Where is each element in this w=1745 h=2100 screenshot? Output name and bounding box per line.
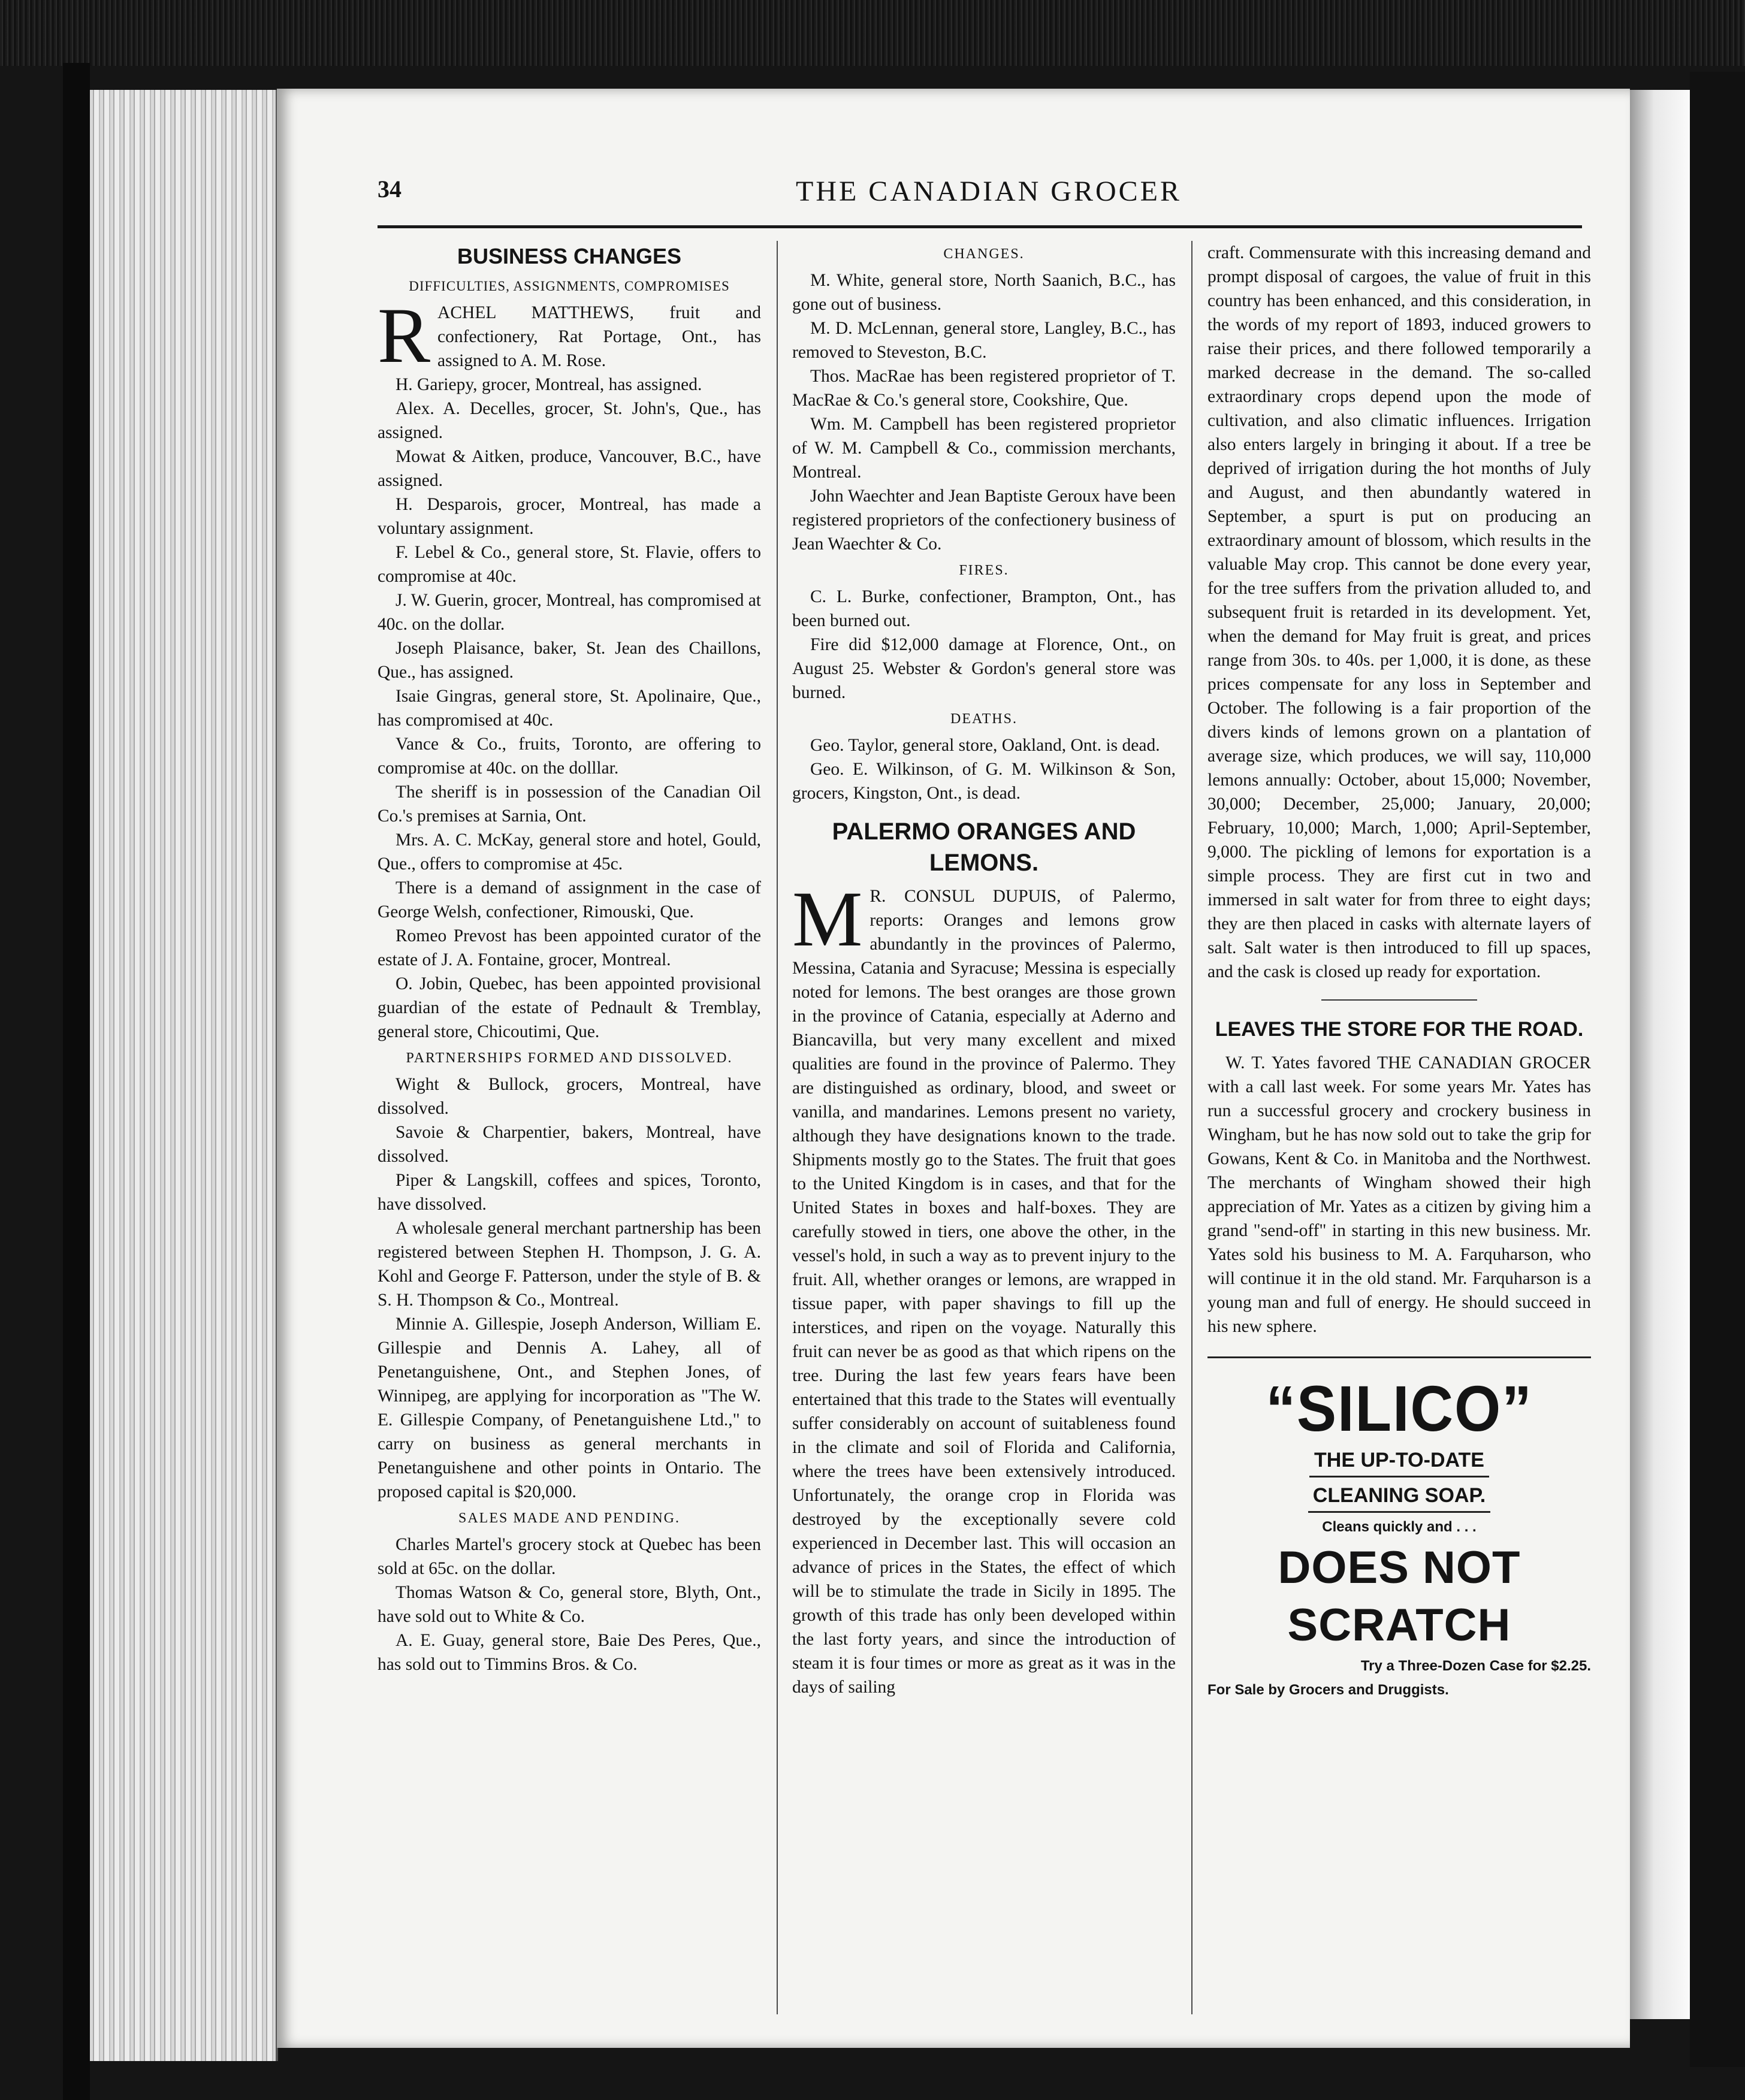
- list-item: Thomas Watson & Co, general store, Blyth, Ont., have sold out to White & Co.: [378, 1583, 761, 1626]
- ad-brand: “SILICO”: [1266, 1372, 1533, 1445]
- scan-top-noise: [0, 0, 1745, 66]
- list-item: J. W. Guerin, grocer, Montreal, has compromised at 40c. on the dollar.: [378, 591, 761, 634]
- assignments-list: [378, 373, 761, 1044]
- section-heading: CHANGES.: [943, 246, 1025, 262]
- silico-advertisement: [1207, 1356, 1591, 1702]
- section-heading: DIFFICULTIES, ASSIGNMENTS, COMPROMISES: [409, 279, 730, 294]
- drop-cap: M: [792, 875, 863, 963]
- list-item: Thos. MacRae has been registered proprietor of T. MacRae & Co.'s general store, Cookshire, Que.: [792, 367, 1176, 410]
- list-item: O. Jobin, Quebec, has been appointed provisional guardian of the estate of Pednault & Tremblay, general store, Chicoutimi, Que.: [378, 974, 761, 1041]
- ad-line-2: CLEANING SOAP.: [1308, 1482, 1490, 1513]
- list-item: F. Lebel & Co., general store, St. Flavie, offers to compromise at 40c.: [378, 543, 761, 586]
- page-edges: [90, 90, 278, 2061]
- list-item: H. Desparois, grocer, Montreal, has made a voluntary assignment.: [378, 495, 761, 538]
- road-title: LEAVES THE STORE FOR THE ROAD.: [1215, 1018, 1584, 1041]
- ad-line-1: THE UP-TO-DATE: [1309, 1447, 1489, 1477]
- list-item: Geo. E. Wilkinson, of G. M. Wilkinson & Son, grocers, Kingston, Ont., is dead.: [792, 760, 1176, 803]
- list-item: Wight & Bullock, grocers, Montreal, have dissolved.: [378, 1075, 761, 1118]
- section-heading: FIRES.: [959, 563, 1009, 578]
- header-rule: [378, 225, 1582, 228]
- list-item: C. L. Burke, confectioner, Brampton, Ont., has been burned out.: [792, 587, 1176, 630]
- list-item: The sheriff is in possession of the Canadian Oil Co.'s premises at Sarnia, Ont.: [378, 782, 761, 826]
- list-item: Isaie Gingras, general store, St. Apolinaire, Que., has compromised at 40c.: [378, 687, 761, 730]
- column-rule: [1191, 241, 1192, 2014]
- list-item: Savoie & Charpentier, bakers, Montreal, have dissolved.: [378, 1123, 761, 1166]
- facing-page-edge: [1630, 90, 1690, 2019]
- list-item: M. White, general store, North Saanich, B.C., has gone out of business.: [792, 271, 1176, 314]
- section-heading: PARTNERSHIPS FORMED AND DISSOLVED.: [406, 1050, 733, 1066]
- drop-cap: R: [378, 291, 431, 379]
- palermo-title: PALERMO ORANGES AND LEMONS.: [832, 818, 1136, 876]
- business-changes-title: BUSINESS CHANGES: [457, 244, 682, 268]
- list-item: John Waechter and Jean Baptiste Geroux have been registered proprietors of the confectionery business of Jean Waechter & Co.: [792, 487, 1176, 554]
- road-article: W. T. Yates favored THE CANADIAN GROCER with a call last week. For some years Mr. Yates has run a successful grocery and crockery business in Wingham, but he has now sold out to take the grip for Gowans, Kent & Co. in Manitoba and the Northwest. The merchants of Wingham showed their high appreciation of Mr. Yates as a citizen by giving him a grand "send-off" in starting in this new business. Mr. Yates sold his business to M. A. Farquharson, who will continue it in the old stand. Mr. Farquharson is a young man and full of energy. He should succeed in his new sphere.: [1207, 1053, 1591, 1336]
- column-rule: [777, 241, 778, 2014]
- ad-offer: Try a Three-Dozen Case for $2.25.: [1360, 1658, 1591, 1674]
- divider: [1321, 999, 1477, 1001]
- palermo-article: M R. CONSUL DUPUIS, of Palermo, reports: Oranges and lemons grow abundantly in the provinces of Palermo, Messina, Catania and Syracuse; Messina is especially noted for lemons. The best oranges are those grown in the province of Catania, especially at Aderno and Biancavilla, but very many excellent and mixed qualities are found in the province of Palermo. They are distinguished as ordinary, blood, and sweet or vanilla, and mandarines. Lemons present no variety, although they have designations known to the trade. Shipments mostly go to the States. The fruit that goes to the United Kingdom is in cases, and that for the United States in boxes and half-boxes. They are carefully stowed in tiers, one above the other, in the vessel's hold, in such a way as to prevent injury to the fruit. All, whether oranges or lemons, are wrapped in tissue paper, with paper shavings to fill up the interstices, and ripen on the voyage. Naturally this fruit can never be as good as that which ripens on the tree. During the last few years fears have been entertained that this trade to the States will eventually suffer considerably on account of suitableness found in the climate and soil of Florida and California, where the trees have been extensively introduced. Unfortunately, the orange crop in Florida was destroyed by the exceptionally severe cold experienced in December last. This will occasion an advance of prices in the States, the effect of which will be to stimulate the trade in Sicily in 1895. The growth of this trade has only been developed within the last forty years, and since the introduction of steam it is four times or more as great as it was in the days of sailing: [792, 875, 1176, 1697]
- list-item: Romeo Prevost has been appointed curator of the estate of J. A. Fontaine, grocer, Montreal.: [378, 926, 761, 969]
- sales-list: [378, 1533, 761, 1676]
- list-item: A wholesale general merchant partnership has been registered between Stephen H. Thompson, J. G. A. Kohl and George F. Patterson, under the style of B. & S. H. Thompson & Co., Montreal.: [378, 1219, 761, 1310]
- column-3: [1207, 241, 1591, 1702]
- list-item: Fire did $12,000 damage at Florence, Ont., on August 25. Webster & Gordon's general store was burned.: [792, 635, 1176, 702]
- list-item: Alex. A. Decelles, grocer, St. John's, Que., has assigned.: [378, 399, 761, 442]
- list-item: There is a demand of assignment in the case of George Welsh, confectioner, Rimouski, Que.: [378, 878, 761, 921]
- ad-cleans: Cleans quickly and . . .: [1322, 1519, 1477, 1535]
- column-2: [792, 241, 1176, 1699]
- list-item: Charles Martel's grocery stock at Quebec has been sold at 65c. on the dollar.: [378, 1535, 761, 1578]
- first-item: RACHEL MATTHEWS, fruit and confectionery, Rat Portage, Ont., has assigned to A. M. Rose.: [378, 291, 761, 379]
- running-head: THE CANADIAN GROCER: [796, 176, 1182, 207]
- deaths-list: [792, 733, 1176, 805]
- page-number: 34: [378, 176, 401, 203]
- ad-headline: DOES NOT SCRATCH: [1278, 1542, 1521, 1651]
- list-item: Mowat & Aitken, produce, Vancouver, B.C., have assigned.: [378, 447, 761, 490]
- list-item: Vance & Co., fruits, Toronto, are offering to compromise at 40c. on the dolllar.: [378, 735, 761, 778]
- list-item: Mrs. A. C. McKay, general store and hotel, Gould, Que., offers to compromise at 45c.: [378, 830, 761, 874]
- ad-sale: For Sale by Grocers and Druggists.: [1207, 1682, 1449, 1698]
- list-item: Joseph Plaisance, baker, St. Jean des Chaillons, Que., has assigned.: [378, 639, 761, 682]
- list-item: Geo. Taylor, general store, Oakland, Ont. is dead.: [810, 736, 1160, 755]
- section-heading: DEATHS.: [950, 711, 1018, 727]
- list-item: M. D. McLennan, general store, Langley, B.C., has removed to Steveston, B.C.: [792, 319, 1176, 362]
- list-item: H. Gariepy, grocer, Montreal, has assigned.: [396, 375, 702, 394]
- fires-list: [792, 585, 1176, 705]
- section-heading: SALES MADE AND PENDING.: [458, 1510, 680, 1526]
- column-1: [378, 241, 761, 1676]
- book-binding: [63, 63, 90, 2100]
- palermo-continued: craft. Commensurate with this increasing demand and prompt disposal of cargoes, the value of fruit in this country has been enhanced, and this consideration, in the words of my report of 1893, induced growers to raise their prices, and there followed temporarily a marked decrease in the demand. The so-called extraordinary crops depend upon the mode of cultivation, and also climatic influences. Irrigation also enters largely in bringing it about. If a tree be deprived of irrigation during the hot months of July and August, and then abundantly watered in September, a spurt is put on producing an extraordinary amount of blossom, which results in the valuable May crop. This cannot be done every year, for the tree suffers from the privation alluded to, and subsequent fruit is retarded in its development. Yet, when the demand for May fruit is great, and prices range from 30s. to 40s. per 1,000, it is done, as these prices compensate for any loss in September and October. The following is a fair proportion of the divers kinds of lemons grown on a plantation of average size, which produces, we will say, 110,000 lemons annually: October, about 15,000; November, 30,000; December, 25,000; January, 20,000; February, 10,000; March, 1,000; April-September, 9,000. The pickling of lemons for exportation is a simple process. They are first cut in two and immersed in salt water for from three to eight days; they are then placed in casks with alternate layers of salt. Salt water is then introduced to fill up spaces, and the cask is closed up ready for exportation.: [1207, 243, 1591, 981]
- list-item: A. E. Guay, general store, Baie Des Peres, Que., has sold out to Timmins Bros. & Co.: [378, 1631, 761, 1674]
- list-item: Piper & Langskill, coffees and spices, Toronto, have dissolved.: [378, 1171, 761, 1214]
- list-item: Minnie A. Gillespie, Joseph Anderson, William E. Gillespie and Dennis A. Lahey, all of Penetanguishene, Ont., and Stephen Jones, of Winnipeg, are applying for incorporation as "The W. E. Gillespie Company, of Penetanguishene Ltd.," to carry on business as general merchants in Penetanguishene and other points in Ontario. The proposed capital is $20,000.: [378, 1315, 761, 1501]
- partnerships-list: [378, 1072, 761, 1504]
- list-item: Wm. M. Campbell has been registered proprietor of W. M. Campbell & Co., commission merchants, Montreal.: [792, 415, 1176, 482]
- changes-list: [792, 268, 1176, 556]
- scan-right-border: [1690, 72, 1745, 2067]
